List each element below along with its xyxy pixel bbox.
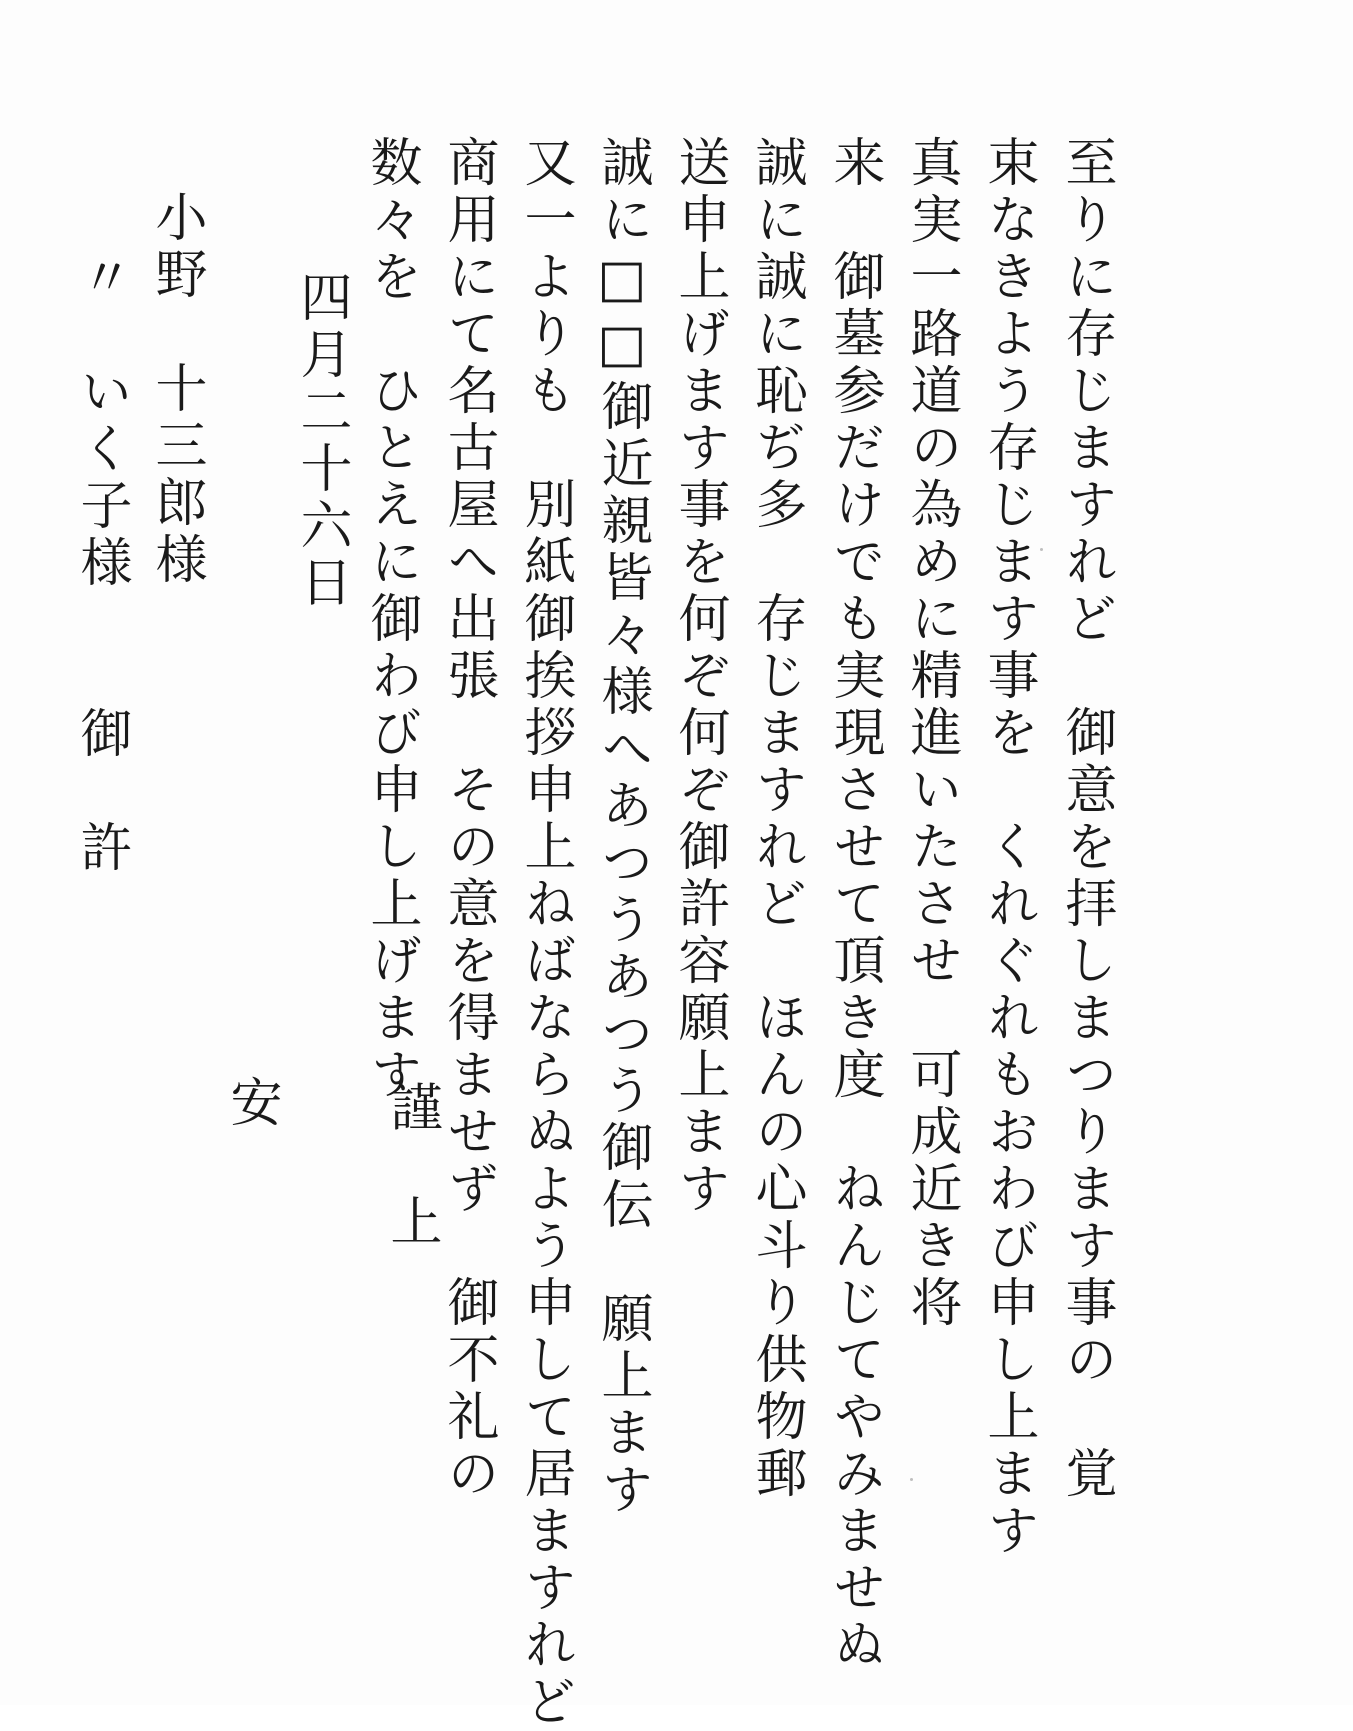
scan-speck xyxy=(910,1478,913,1481)
letter-line-8: 又一よりも 別紙御挨拶申上ねばならぬよう申して居ますれど xyxy=(515,135,575,1731)
letter-line-4: 来 御墓参だけでも実現させて頂き度 ねんじてやみませぬ xyxy=(824,135,884,1674)
letter-line-10: 数々を ひとえに御わび申し上げます xyxy=(361,135,421,1104)
scan-speck xyxy=(1040,548,1043,551)
letter-line-1: 至りに存じますれど 御意を拝しまつります事の 覚 xyxy=(1056,135,1116,1503)
letter-line-6: 送申上げます事を何ぞ何ぞ御許容願上ます xyxy=(669,135,729,1218)
letter-line-2: 束なきよう存じます事を くれぐれもおわび申し上ます xyxy=(978,135,1038,1560)
closing-phrase: 謹 上 xyxy=(381,1080,441,1251)
addressee-line-1: 小野 十三郎様 xyxy=(146,190,206,589)
letter-line-3: 真実一路道の為めに精進いたさせ 可成近き将 xyxy=(901,135,961,1332)
addressee-line-2: 〃 いく子様 御 許 xyxy=(71,250,131,877)
letter-line-7: 誠に□□御近親皆々様へあつうあつう御伝 願上ます xyxy=(592,135,652,1519)
letter-line-5: 誠に誠に恥ぢ多 存じますれど ほんの心斗り供物郵 xyxy=(746,135,806,1503)
letter-date: 四月二十六日 xyxy=(291,270,351,612)
sender-name: 安 xyxy=(221,1075,281,1132)
letter-line-9: 商用にて名古屋へ出張 その意を得ませず 御不礼の xyxy=(438,135,498,1503)
